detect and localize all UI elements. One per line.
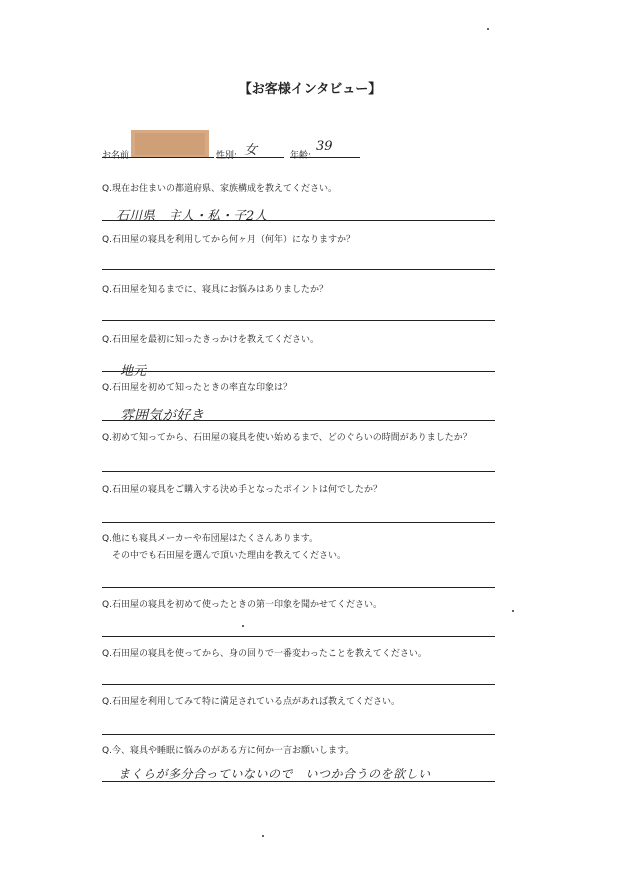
question-1: Q.現在お住まいの都道府県、家族構成を教えてください。 [102, 184, 337, 194]
answer-line-12 [102, 781, 495, 782]
question-2: Q.石田屋の寝具を利用してから何ヶ月（何年）になりますか？ [102, 235, 355, 245]
redaction-tape [131, 130, 209, 158]
scan-speck [262, 835, 264, 837]
question-11: Q.石田屋を利用してみて特に満足されている点があれば教えてください。 [102, 697, 400, 707]
answer-line-9 [102, 636, 495, 637]
answer-line-3 [102, 320, 495, 321]
scan-speck [487, 28, 489, 30]
question-9: Q.石田屋の寝具を初めて使ったときの第一印象を聞かせてください。 [102, 600, 382, 610]
scan-speck [242, 625, 244, 627]
answer-line-8 [102, 587, 495, 588]
age-underline [290, 157, 360, 158]
question-10: Q.石田屋の寝具を使ってから、身の回りで一番変わったことを教えてください。 [102, 649, 427, 659]
question-8-line-2: その中でも石田屋を選んで頂いた理由を教えてください。 [112, 551, 347, 561]
answer-line-7 [102, 522, 495, 523]
answer-line-1 [102, 220, 495, 221]
question-12: Q.今、寝具や睡眠に悩みのがある方に何か一言お願いします。 [102, 746, 355, 756]
answer-5: 雰囲気が好き [120, 408, 204, 424]
answer-line-4 [102, 371, 495, 372]
question-6: Q.初めて知ってから、石田屋の寝具を使い始めるまで、どのぐらいの時間がありましたか？ [102, 433, 472, 443]
question-8: Q.他にも寝具メーカーや布団屋はたくさんあります。 [102, 534, 319, 544]
name-underline [102, 157, 214, 158]
question-5: Q.石田屋を初めて知ったときの率直な印象は？ [102, 383, 292, 393]
answer-line-11 [102, 734, 495, 735]
page-title: 【お客様インタビュー】 [238, 82, 382, 97]
answer-1: 石川県 主人・私・子2人 [116, 209, 268, 224]
scan-speck [512, 610, 514, 612]
answer-4: 地元 [120, 364, 147, 379]
question-4: Q.石田屋を最初に知ったきっかけを教えてください。 [102, 335, 319, 345]
answer-line-5 [102, 420, 495, 421]
answer-line-6 [102, 471, 495, 472]
gender-underline [216, 157, 284, 158]
age-label: 年齢: [290, 151, 312, 161]
question-3: Q.石田屋を知るまでに、寝具にお悩みはありましたか？ [102, 285, 328, 295]
age-value: 39 [316, 139, 333, 154]
gender-value: 女 [244, 143, 258, 158]
answer-12: まくらが多分合っていないので いつか合うのを欲しい [118, 767, 431, 781]
name-label: お名前 [102, 151, 130, 161]
gender-label: 性別: [216, 151, 238, 161]
answer-line-2 [102, 269, 495, 270]
answer-line-10 [102, 684, 495, 685]
question-7: Q.石田屋の寝具をご購入する決め手となったポイントは何でしたか？ [102, 485, 382, 495]
